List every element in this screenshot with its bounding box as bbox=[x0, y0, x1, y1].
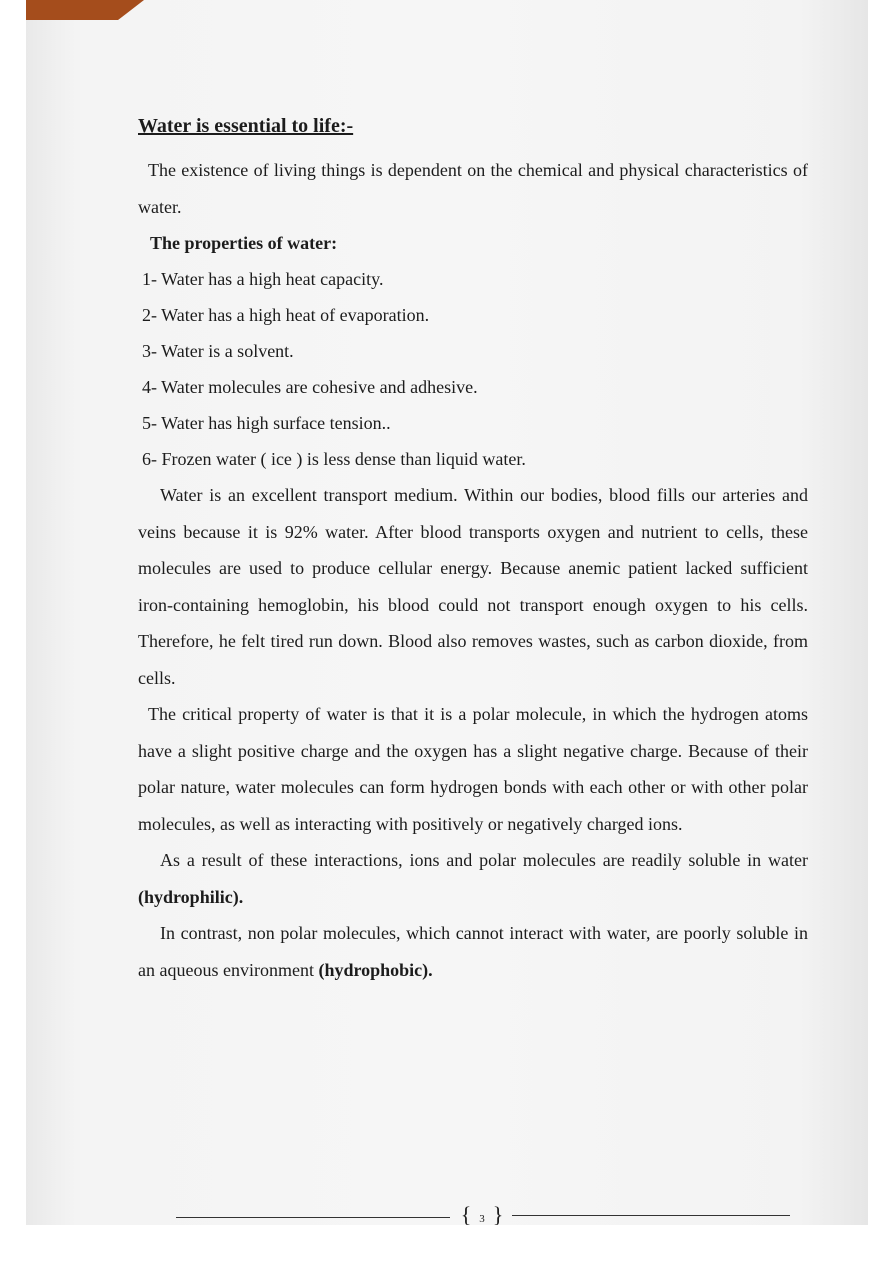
list-item: 6- Frozen water ( ice ) is less dense than liquid water. bbox=[142, 449, 526, 469]
transport-paragraph: Water is an excellent transport medium. Within our bodies, blood fills our arteries and veins because it is 92% water. After blood transports oxygen and nutrient to cells, these molecules are used to produce cellular energy. Because anemic patient lacked sufficient iron-containing hemoglobin, his blood could not transport enough oxygen to his cells. Therefore, he felt tired run down. Blood also removes wastes, such as carbon dioxide, from cells. bbox=[138, 485, 808, 688]
list-item: 3- Water is a solvent. bbox=[142, 341, 294, 361]
page-number-value: 3 bbox=[479, 1212, 485, 1225]
hydrophobic-text: In contrast, non polar molecules, which cannot interact with water, are poorly soluble in an aqueous environment bbox=[138, 923, 808, 980]
properties-heading: The properties of water: bbox=[150, 233, 338, 253]
footer-rule-left bbox=[176, 1217, 450, 1218]
page-number: { 3 } bbox=[460, 1202, 504, 1227]
properties-list bbox=[138, 261, 808, 477]
polar-paragraph: The critical property of water is that it is a polar molecule, in which the hydrogen atoms have a slight positive charge and the oxygen has a slight negative charge. Because of their polar nature, water molecules can form hydrogen bonds with each other or with other polar molecules, as well as interacting with positively or negatively charged ions. bbox=[138, 704, 808, 834]
list-item: 4- Water molecules are cohesive and adhesive. bbox=[142, 377, 478, 397]
hydrophilic-term: (hydrophilic). bbox=[138, 886, 244, 907]
page-footer bbox=[176, 1200, 790, 1230]
intro-paragraph: The existence of living things is dependent on the chemical and physical characteristics of water. bbox=[138, 160, 808, 217]
list-item: 1- Water has a high heat capacity. bbox=[142, 269, 384, 289]
hydrophilic-paragraph bbox=[138, 842, 808, 915]
hydrophobic-term: (hydrophobic). bbox=[318, 959, 433, 980]
list-item: 2- Water has a high heat of evaporation. bbox=[142, 305, 430, 325]
hydrophilic-text: As a result of these interactions, ions and polar molecules are readily soluble in water bbox=[160, 850, 808, 870]
list-item: 5- Water has high surface tension.. bbox=[142, 413, 391, 433]
page-title: Water is essential to life:- bbox=[138, 115, 354, 137]
footer-rule-right bbox=[512, 1215, 790, 1216]
hydrophobic-paragraph bbox=[138, 915, 808, 988]
document-body bbox=[138, 110, 808, 988]
